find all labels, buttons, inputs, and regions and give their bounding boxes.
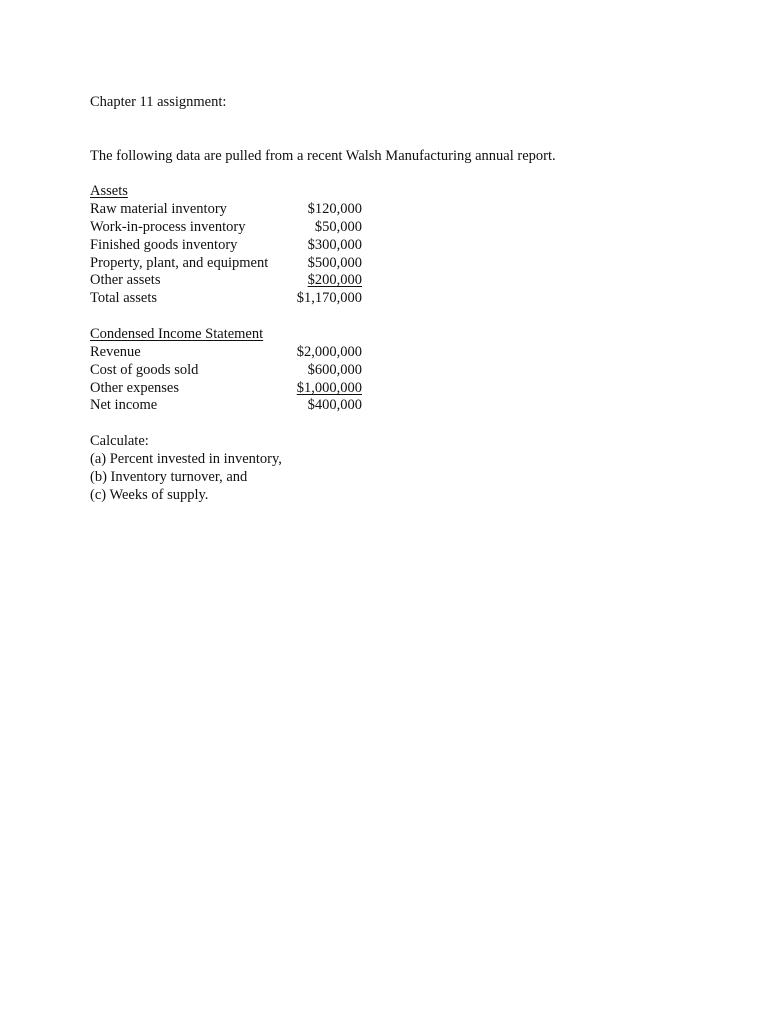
row-label: Other expenses (90, 380, 179, 396)
row-label: Revenue (90, 344, 141, 360)
row-amount: $120,000 (307, 201, 362, 217)
document-title: Chapter 11 assignment: (90, 94, 227, 110)
row-label: Total assets (90, 290, 158, 306)
net-income-row (90, 396, 362, 414)
row-label: Other assets (90, 272, 161, 288)
intro-paragraph: The following data are pulled from a recent Walsh Manufacturing annual report. (90, 148, 556, 164)
assets-row (90, 236, 362, 254)
row-label: Work-in-process inventory (90, 219, 246, 235)
calculate-heading: Calculate: (90, 433, 149, 449)
calculate-item: (c) Weeks of supply. (90, 487, 209, 503)
row-amount: $400,000 (307, 397, 362, 413)
income-row (90, 361, 362, 379)
assets-row (90, 200, 362, 218)
income-row (90, 343, 362, 361)
row-amount: $50,000 (314, 219, 362, 235)
assets-row (90, 218, 362, 236)
income-statement-heading: Condensed Income Statement (90, 326, 264, 342)
row-amount: $1,000,000 (296, 380, 362, 396)
row-amount: $200,000 (307, 272, 362, 288)
assets-total-row (90, 289, 362, 307)
row-label: Raw material inventory (90, 201, 227, 217)
row-label: Net income (90, 397, 158, 413)
assets-row (90, 254, 362, 272)
row-label: Finished goods inventory (90, 237, 238, 253)
income-row (90, 379, 362, 397)
calculate-item: (a) Percent invested in inventory, (90, 451, 282, 467)
assets-heading: Assets (90, 183, 128, 199)
assets-row (90, 271, 362, 289)
row-amount: $2,000,000 (296, 344, 362, 360)
row-amount: $300,000 (307, 237, 362, 253)
row-label: Property, plant, and equipment (90, 255, 269, 271)
row-amount: $500,000 (307, 255, 362, 271)
row-label: Cost of goods sold (90, 362, 199, 378)
calculate-item: (b) Inventory turnover, and (90, 469, 248, 485)
row-amount: $600,000 (307, 362, 362, 378)
row-amount: $1,170,000 (296, 290, 362, 306)
